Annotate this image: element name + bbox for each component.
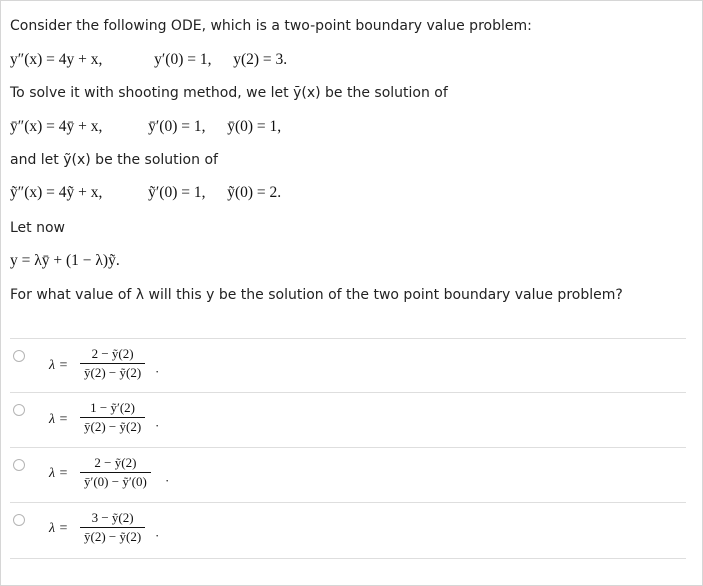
let-now-text: Let now <box>10 220 65 236</box>
lambda-label: λ = <box>49 358 69 373</box>
fraction-denominator: ȳ′(0) − ỹ′(0) <box>80 472 151 490</box>
intro-text: Consider the following ODE, which is a two-point boundary value problem: <box>10 18 532 34</box>
fraction-denominator: ȳ(2) − ỹ(2) <box>80 417 145 435</box>
fraction <box>80 400 145 435</box>
radio-button[interactable] <box>13 404 25 416</box>
lambda-label: λ = <box>49 521 69 536</box>
fraction-numerator: 2 − ỹ(2) <box>94 455 137 470</box>
divider <box>10 392 686 393</box>
ode-main-bc2: y(2) = 3. <box>233 51 288 68</box>
divider <box>10 338 686 339</box>
ode-bar-bc1: ȳ′(0) = 1, <box>148 118 206 135</box>
radio-button[interactable] <box>13 514 25 526</box>
divider <box>10 558 686 559</box>
ode-tilde-bc2: ỹ(0) = 2. <box>227 184 282 201</box>
lambda-label: λ = <box>49 412 69 427</box>
ode-tilde <box>10 184 281 202</box>
radio-button[interactable] <box>13 350 25 362</box>
ode-bar <box>10 118 281 136</box>
question-prompt: For what value of λ will this y be the solution of the two point boundary value problem? <box>10 287 623 303</box>
divider <box>10 502 686 503</box>
fraction <box>80 510 145 545</box>
fraction-tail: · <box>155 528 160 543</box>
fraction-numerator: 2 − ỹ(2) <box>91 346 134 361</box>
lambda-label: λ = <box>49 466 69 481</box>
ode-main-eq: y″(x) = 4y + x, <box>10 51 103 68</box>
ode-tilde-bc1: ỹ′(0) = 1, <box>148 184 206 201</box>
answer-option-3[interactable] <box>1 451 701 501</box>
shooting-text: To solve it with shooting method, we let ȳ(x) be the solution of <box>10 85 448 101</box>
fraction-tail: · <box>165 473 170 488</box>
fraction-numerator: 3 − ỹ(2) <box>91 510 134 525</box>
fraction <box>80 346 145 381</box>
combination-eq: y = λȳ + (1 − λ)ỹ. <box>10 252 120 269</box>
ode-tilde-eq: ỹ″(x) = 4ỹ + x, <box>10 184 103 201</box>
radio-button[interactable] <box>13 459 25 471</box>
answer-option-1[interactable] <box>1 341 701 391</box>
and-let-text: and let ỹ(x) be the solution of <box>10 152 218 168</box>
fraction-tail: · <box>155 364 160 379</box>
divider <box>10 447 686 448</box>
ode-bar-eq: ȳ″(x) = 4ȳ + x, <box>10 118 103 135</box>
answer-option-4[interactable] <box>1 506 701 556</box>
fraction-tail: · <box>155 418 160 433</box>
ode-bar-bc2: ȳ(0) = 1, <box>227 118 282 135</box>
ode-main <box>10 51 287 69</box>
fraction-denominator: ȳ(2) − ỹ(2) <box>80 363 145 381</box>
answer-option-2[interactable] <box>1 396 701 446</box>
fraction-denominator: ȳ(2) − ỹ(2) <box>80 527 145 545</box>
ode-main-bc1: y′(0) = 1, <box>154 51 212 68</box>
fraction <box>80 455 151 490</box>
fraction-numerator: 1 − ỹ′(2) <box>90 400 135 415</box>
